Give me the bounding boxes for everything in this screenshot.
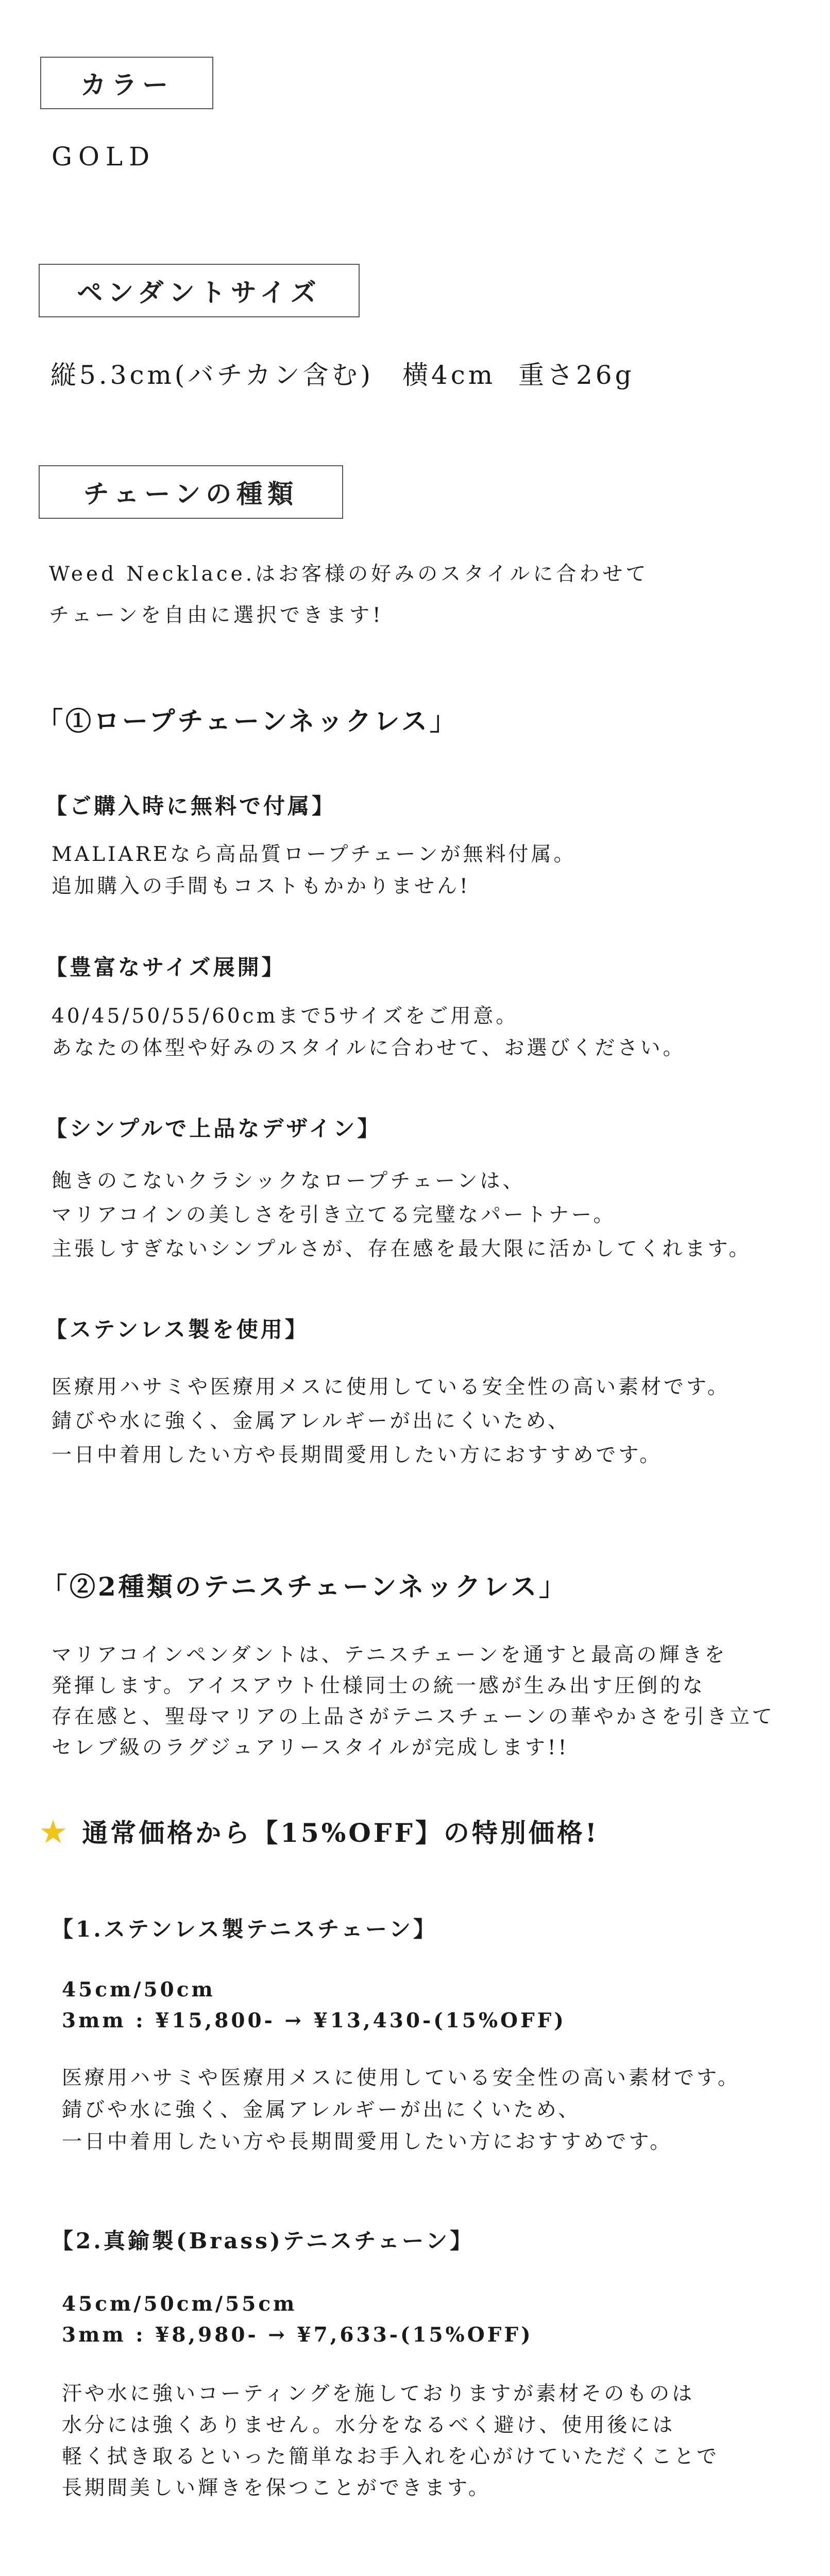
rope-block-line: 追加購入の手間もコストもかかりません! (52, 875, 470, 898)
tennis-intro-line: 存在感と、聖母マリアの上品さがテニスチェーンの華やかさを引き立て (52, 1705, 775, 1728)
product-desc-line: 長期間美しい輝きを保つことができます。 (62, 2477, 491, 2500)
rope-block-text (52, 839, 577, 903)
tennis-intro-line: セレブ級のラグジュアリースタイルが完成します!! (52, 1736, 569, 1759)
tennis-chain-title: 「②2種類のテニスチェーンネックレス」 (41, 1571, 568, 1602)
color-value: GOLD (52, 142, 156, 172)
product-spec (62, 2289, 533, 2350)
product-spec (62, 1974, 566, 2036)
color-label: カラー (80, 70, 173, 100)
product-desc-line: 錆びや水に強く、金属アレルギーが出にくいため、 (62, 2098, 581, 2122)
product-price: 3mm : ¥8,980- → ¥7,633-(15%OFF) (62, 2323, 533, 2347)
rope-block-text (52, 1001, 685, 1064)
rope-block-line: 医療用ハサミや医療用メスに使用している安全性の高い素材です。 (52, 1376, 730, 1399)
product-desc (62, 2062, 740, 2158)
tennis-intro-text (52, 1640, 775, 1764)
product-desc-line: 医療用ハサミや医療用メスに使用している安全性の高い素材です。 (62, 2066, 740, 2090)
tennis-intro-line: 発揮します。アイスアウト仕様同士の統一感が生み出す圧倒的な (52, 1674, 705, 1698)
chain-types-text (49, 554, 649, 636)
rope-block-heading: 【ステンレス製を使用】 (45, 1317, 309, 1342)
pendant-size-label-box (39, 264, 360, 317)
rope-block-line: 飽きのこないクラシックなロープチェーンは、 (52, 1170, 526, 1193)
chain-types-line: Weed Necklace.はお客様の好みのスタイルに合わせて (49, 563, 649, 586)
product-heading: 【1.ステンレス製テニスチェーン】 (52, 1917, 437, 1942)
promo-text: 通常価格から【15%OFF】の特別価格! (82, 1818, 599, 1848)
product-sizes: 45cm/50cm (62, 1978, 215, 2002)
rope-block-line: あなたの体型や好みのスタイルに合わせて、お選びください。 (52, 1037, 686, 1060)
product-heading: 【2.真鍮製(Brass)テニスチェーン】 (52, 2228, 475, 2253)
product-desc-line: 一日中着用したい方や長期間愛用したい方におすすめです。 (62, 2130, 673, 2154)
product-desc-line: 汗や水に強いコーティングを施しておりますが素材そのものは (62, 2382, 695, 2405)
rope-block-heading: 【豊富なサイズ展開】 (45, 955, 286, 980)
rope-block-line: 錆びや水に強く、金属アレルギーが出にくいため、 (52, 1410, 571, 1433)
chain-types-label: チェーンの種類 (83, 479, 299, 509)
chain-types-label-box (39, 465, 343, 519)
star-icon: ★ (40, 1815, 69, 1849)
rope-block-text (52, 1370, 730, 1472)
product-desc (62, 2378, 719, 2504)
rope-block-heading: 【シンプルで上品なデザイン】 (45, 1116, 382, 1141)
rope-block-line: MALIAREなら高品質ロープチェーンが無料付属。 (52, 843, 577, 866)
pendant-size-value: 縦5.3cm(バチカン含む) 横4cm 重さ26g (50, 360, 635, 390)
rope-block-line: 40/45/50/55/60cmまで5サイズをご用意。 (52, 1005, 519, 1028)
rope-block-line: 一日中着用したい方や長期間愛用したい方におすすめです。 (52, 1444, 663, 1467)
product-sizes: 45cm/50cm/55cm (62, 2292, 297, 2316)
pendant-size-label: ペンダントサイズ (77, 277, 321, 308)
color-label-box (40, 57, 213, 109)
product-price: 3mm : ¥15,800- → ¥13,430-(15%OFF) (62, 2009, 566, 2032)
rope-block-line: 主張しすぎないシンプルさが、存在感を最大限に活かしてくれます。 (52, 1238, 752, 1261)
product-desc-line: 軽く拭き取るといった簡単なお手入れを心がけていただくことで (62, 2445, 720, 2468)
rope-block-line: マリアコインの美しさを引き立てる完璧なパートナー。 (52, 1204, 616, 1227)
product-desc-line: 水分には強くありません。水分をなるべく避け、使用後には (62, 2414, 675, 2437)
tennis-intro-line: マリアコインペンダントは、テニスチェーンを通すと最高の輝きを (52, 1643, 727, 1667)
rope-block-heading: 【ご購入時に無料で付属】 (45, 793, 336, 819)
promo-line (40, 1812, 599, 1850)
rope-chain-title: 「①ロープチェーンネックレス」 (37, 706, 458, 736)
chain-types-line: チェーンを自由に選択できます! (49, 604, 384, 627)
rope-block-text (52, 1164, 751, 1266)
